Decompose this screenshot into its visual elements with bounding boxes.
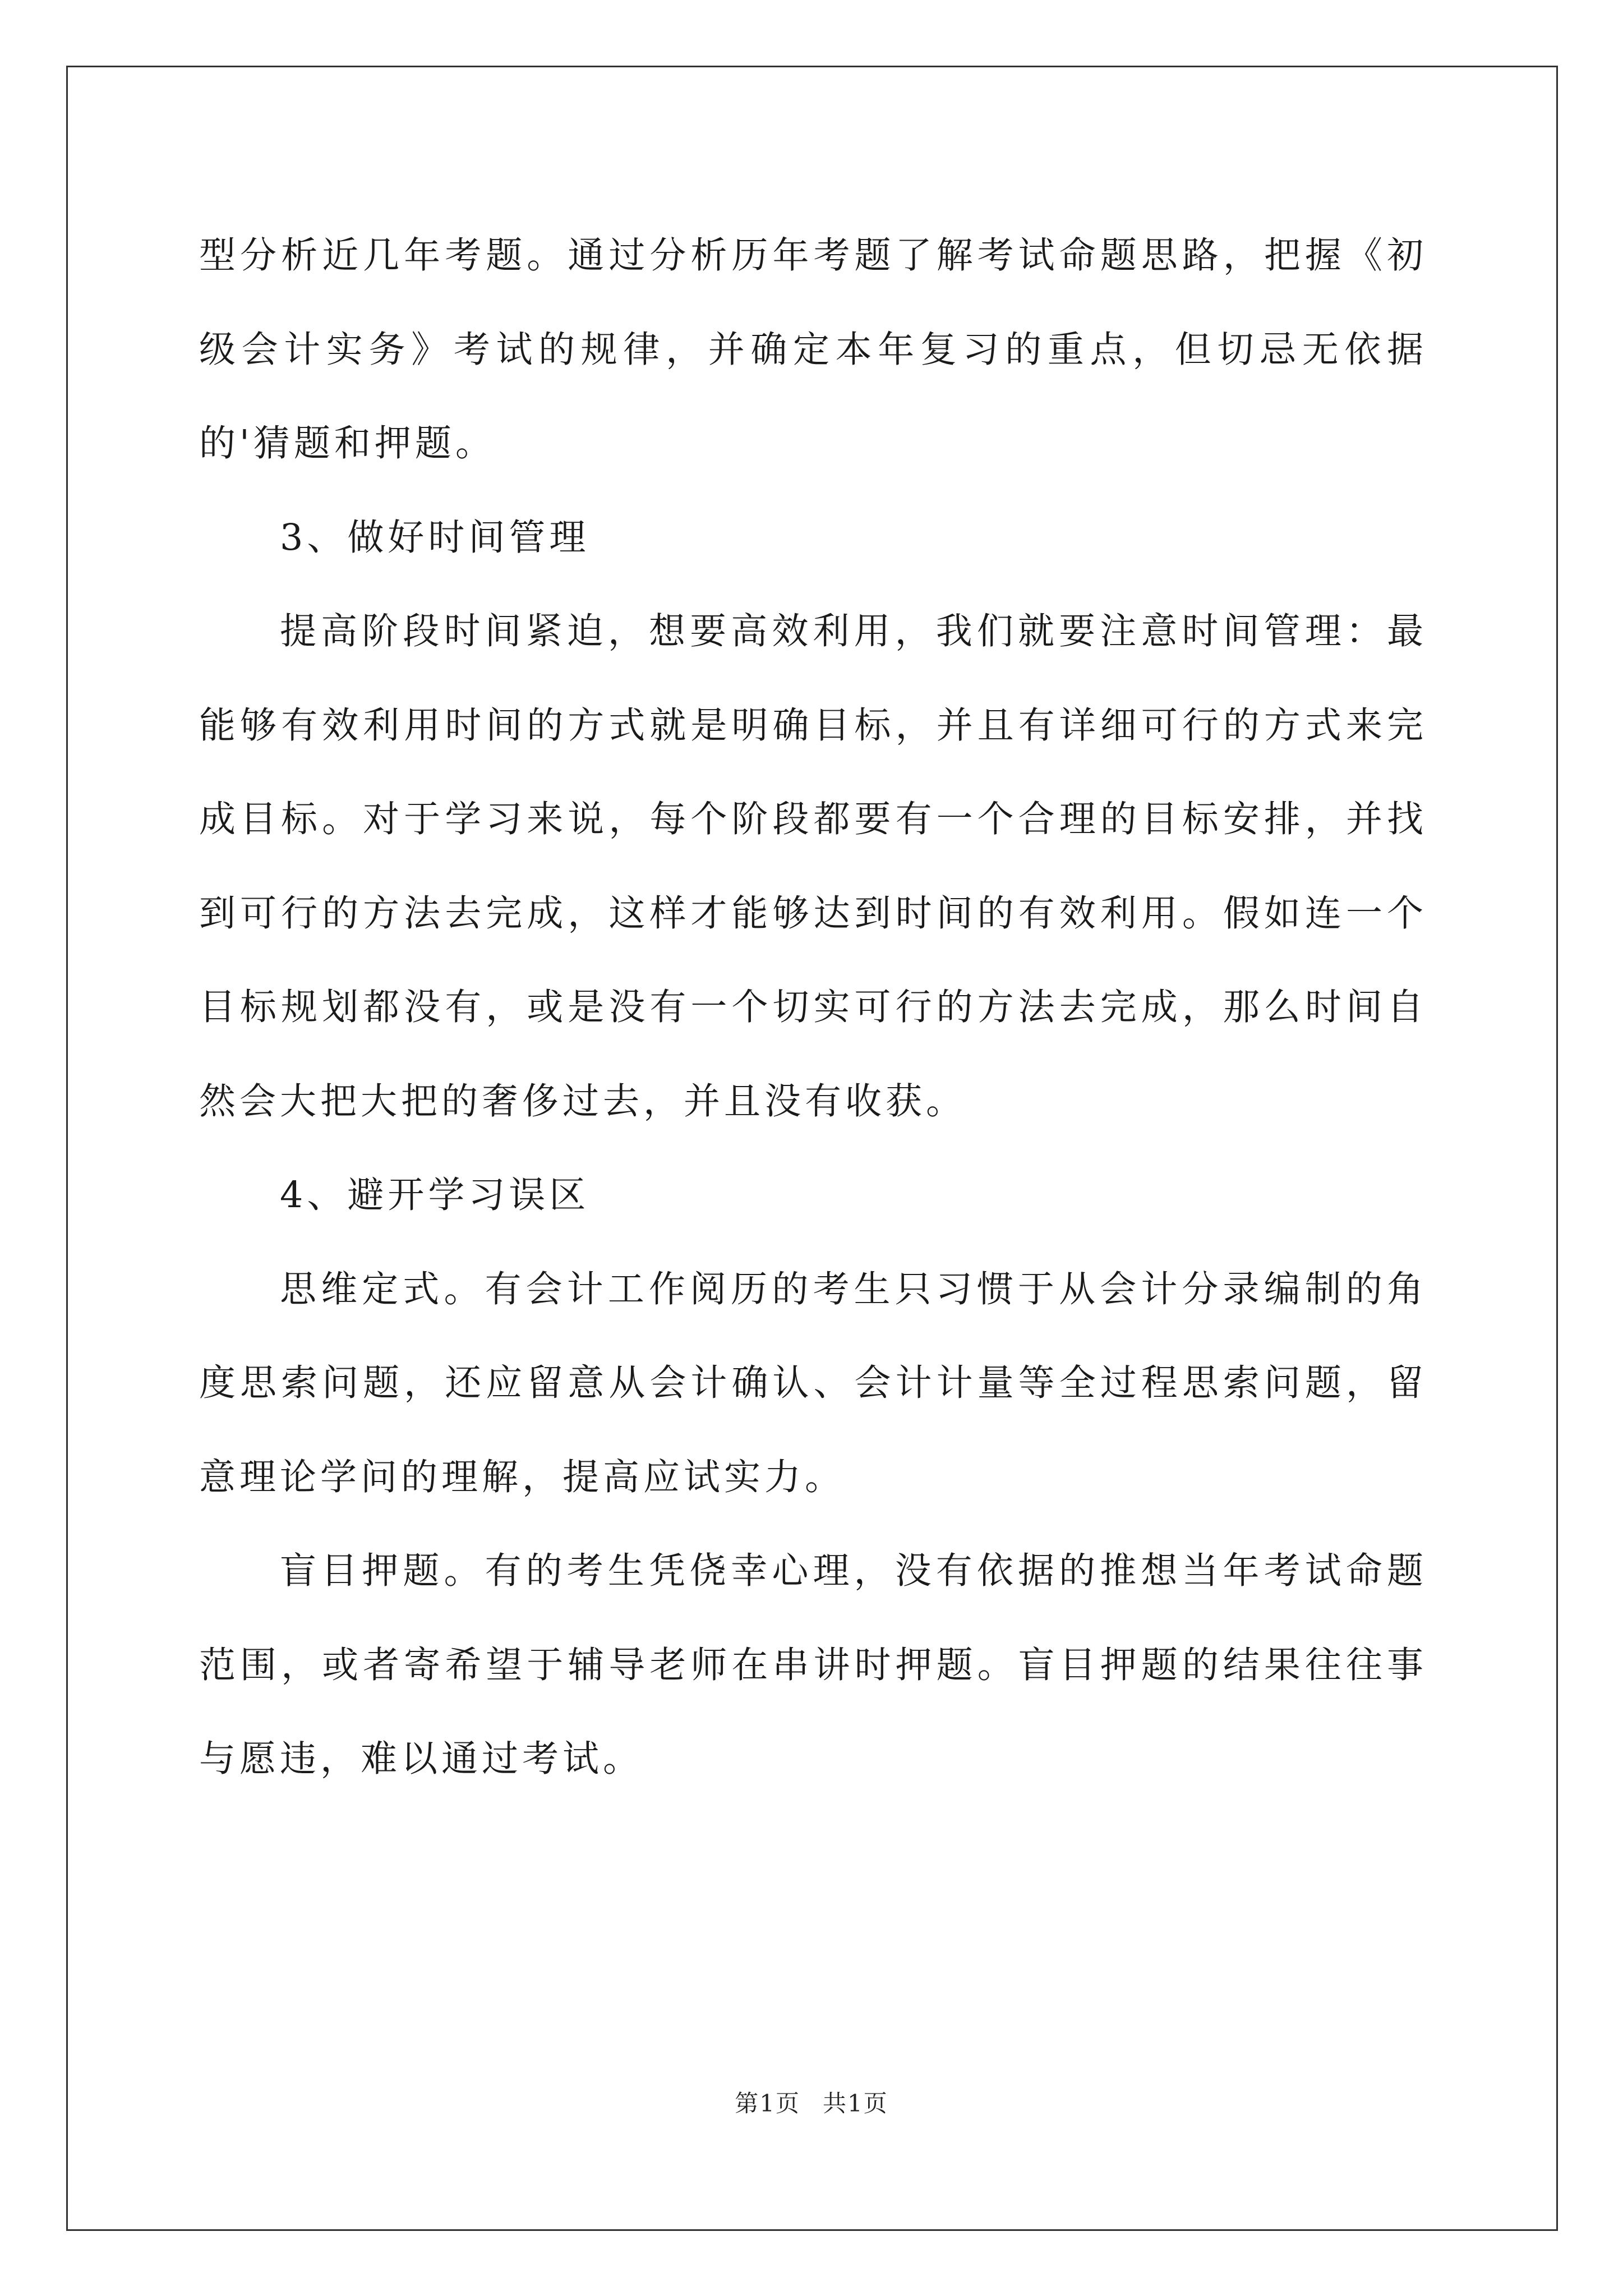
paragraph-time-management: 提高阶段时间紧迫，想要高效利用，我们就要注意时间管理：最能够有效利用时间的方式就是明确目标，并且有详细可行的方式来完成目标。对于学习来说，每个阶段都要有一个合理的目标安排，并找到可行的方法去完成，这样才能够达到时间的有效利用。假如连一个目标规划都没有，或是没有一个切实可行的方法去完成，那么时间自然会大把大把的奢侈过去，并且没有收获。 (199, 610, 1427, 1122)
page-footer (0, 2087, 1623, 2120)
paragraph-continued: 型分析近几年考题。通过分析历年考题了解考试命题思路，把握《初级会计实务》考试的规律，并确定本年复习的重点，但切忌无依据的'猜题和押题。 (199, 234, 1427, 464)
paragraph-thinking-pattern: 思维定式。有会计工作阅历的考生只习惯于从会计分录编制的角度思索问题，还应留意从会计确认、会计计量等全过程思索问题，留意理论学问的理解，提高应试实力。 (199, 1268, 1427, 1498)
page-total: 共1页 (823, 2090, 888, 2117)
section-heading-avoid-pitfalls: 4、避开学习误区 (280, 1174, 590, 1216)
section-heading-time-management: 3、做好时间管理 (280, 516, 590, 559)
page-number: 第1页 (735, 2090, 800, 2117)
paragraph-blind-guessing: 盲目押题。有的考生凭侥幸心理，没有依据的推想当年考试命题范围，或者寄希望于辅导老师在串讲时押题。盲目押题的结果往往事与愿违，难以通过考试。 (199, 1550, 1427, 1780)
document-body (199, 209, 1427, 1806)
